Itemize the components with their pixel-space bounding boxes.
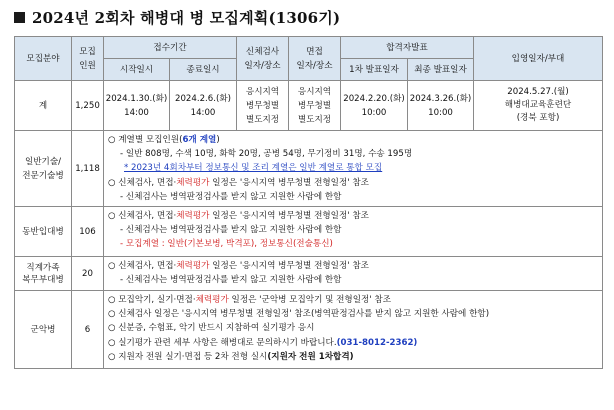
header-field: 모집분야 (15, 37, 72, 81)
page-title-text: 2024년 2회차 해병대 병 모집계획(1306기) (32, 8, 341, 27)
header-first: 1차 발표일자 (341, 59, 408, 81)
phone-number: (031-8012-2362) (336, 337, 418, 348)
row-field: 군악병 (15, 291, 72, 369)
detail-line: ○ 신분증, 수험표, 악기 반드시 지참하여 실기평가 응시 (108, 323, 315, 334)
detail-line: - 일반 808명, 수색 10명, 화학 20명, 공병 54명, 무기정비 31명, 수송 195명 (120, 149, 413, 160)
summary-row (15, 81, 603, 131)
row-field: 동반입대병 (15, 207, 72, 257)
highlight-text: 체력평가 (176, 261, 210, 272)
row-details (104, 257, 603, 291)
summary-first: 2024.2.20.(화) 10:00 (341, 81, 408, 131)
header-row-1 (15, 37, 603, 59)
row-details (104, 291, 603, 369)
row-count: 106 (72, 207, 104, 257)
page-title (14, 6, 340, 28)
row-count: 20 (72, 257, 104, 291)
detail-line: - 신체검사는 병역판정검사를 받지 않고 지원한 사람에 한함 (120, 275, 342, 286)
header-interview: 면접 일자/장소 (289, 37, 341, 81)
detail-line: - 모집계열 : 일반(기본보병, 박격포), 정보통신(전술통신) (120, 239, 333, 250)
header-end: 종료일시 (170, 59, 237, 81)
row-field: 직계가족 복무부대병 (15, 257, 72, 291)
header-announce: 합격자발표 (341, 37, 474, 59)
highlight-text: (지원자 전원 1차합격) (267, 351, 354, 362)
row-details (104, 207, 603, 257)
highlight-text: 6개 계열 (182, 135, 217, 145)
summary-enlist: 2024.5.27.(월) 해병대교육훈련단 (경북 포항) (474, 81, 603, 131)
header-recruit: 모집 인원 (72, 37, 104, 81)
row-family (15, 257, 603, 291)
detail-line: - 신체검사는 병역판정검사를 받지 않고 지원한 사람에 한함 (120, 225, 342, 236)
detail-note: * 2023년 4회차부터 정보통신 및 조리 계열은 일반 계열로 통합 모집 (124, 163, 383, 174)
summary-start: 2024.1.30.(화) 14:00 (104, 81, 170, 131)
row-details (104, 131, 603, 207)
row-band (15, 291, 603, 369)
summary-physical: 응시지역 병무청별 별도지정 (237, 81, 289, 131)
header-final: 최종 발표일자 (408, 59, 474, 81)
detail-line: - 신체검사는 병역판정검사를 받지 않고 지원한 사람에 한함 (120, 191, 342, 202)
summary-end: 2024.2.6.(화) 14:00 (170, 81, 237, 131)
detail-line: ○ 계열별 모집인원(6개 계열) (108, 135, 220, 145)
detail-line: ○ 신체검사, 면접·체력평가 일정은 '응시지역 병무청별 전형일정' 참조 (108, 261, 369, 272)
summary-final: 2024.3.26.(화) 10:00 (408, 81, 474, 131)
detail-line: ○ 신체검사, 면접·체력평가 일정은 '응시지역 병무청별 전형일정' 참조 (108, 211, 369, 222)
highlight-text: 체력평가 (176, 177, 210, 188)
detail-line: ○ 신체검사, 면접·체력평가 일정은 '응시지역 병무청별 전형일정' 참조 (108, 177, 369, 188)
header-reception: 접수기간 (104, 37, 237, 59)
detail-line: ○ 지원자 전원 실기·면접 등 2차 전형 실시(지원자 전원 1차합격) (108, 351, 354, 362)
header-physical: 신체검사 일자/장소 (237, 37, 289, 81)
square-bullet-icon (14, 12, 25, 23)
highlight-text: 체력평가 (195, 295, 229, 306)
row-general-tech (15, 131, 603, 207)
row-companion (15, 207, 603, 257)
row-count: 6 (72, 291, 104, 369)
highlight-text: 체력평가 (176, 211, 210, 222)
header-start: 시작일시 (104, 59, 170, 81)
detail-line: ○ 신체검사 일정은 '응시지역 병무청별 전형일정' 참조(병역판정검사를 받지 않고 지원한 사람에 한함) (108, 309, 490, 320)
summary-field: 계 (15, 81, 72, 131)
header-enlist: 입영일자/부대 (474, 37, 603, 81)
detail-line: ○ 실기평가 관련 세부 사항은 해병대로 문의하시기 바랍니다.(031-8012-2362) (108, 337, 418, 348)
recruitment-plan-table (14, 36, 603, 369)
summary-count: 1,250 (72, 81, 104, 131)
row-field: 일반기술/ 전문기술병 (15, 131, 72, 207)
summary-interview: 응시지역 병무청별 별도지정 (289, 81, 341, 131)
row-count: 1,118 (72, 131, 104, 207)
detail-line: ○ 모집악기, 실기·면접·체력평가 일정은 '군악병 모집악기 및 전형일정' 참조 (108, 295, 392, 306)
